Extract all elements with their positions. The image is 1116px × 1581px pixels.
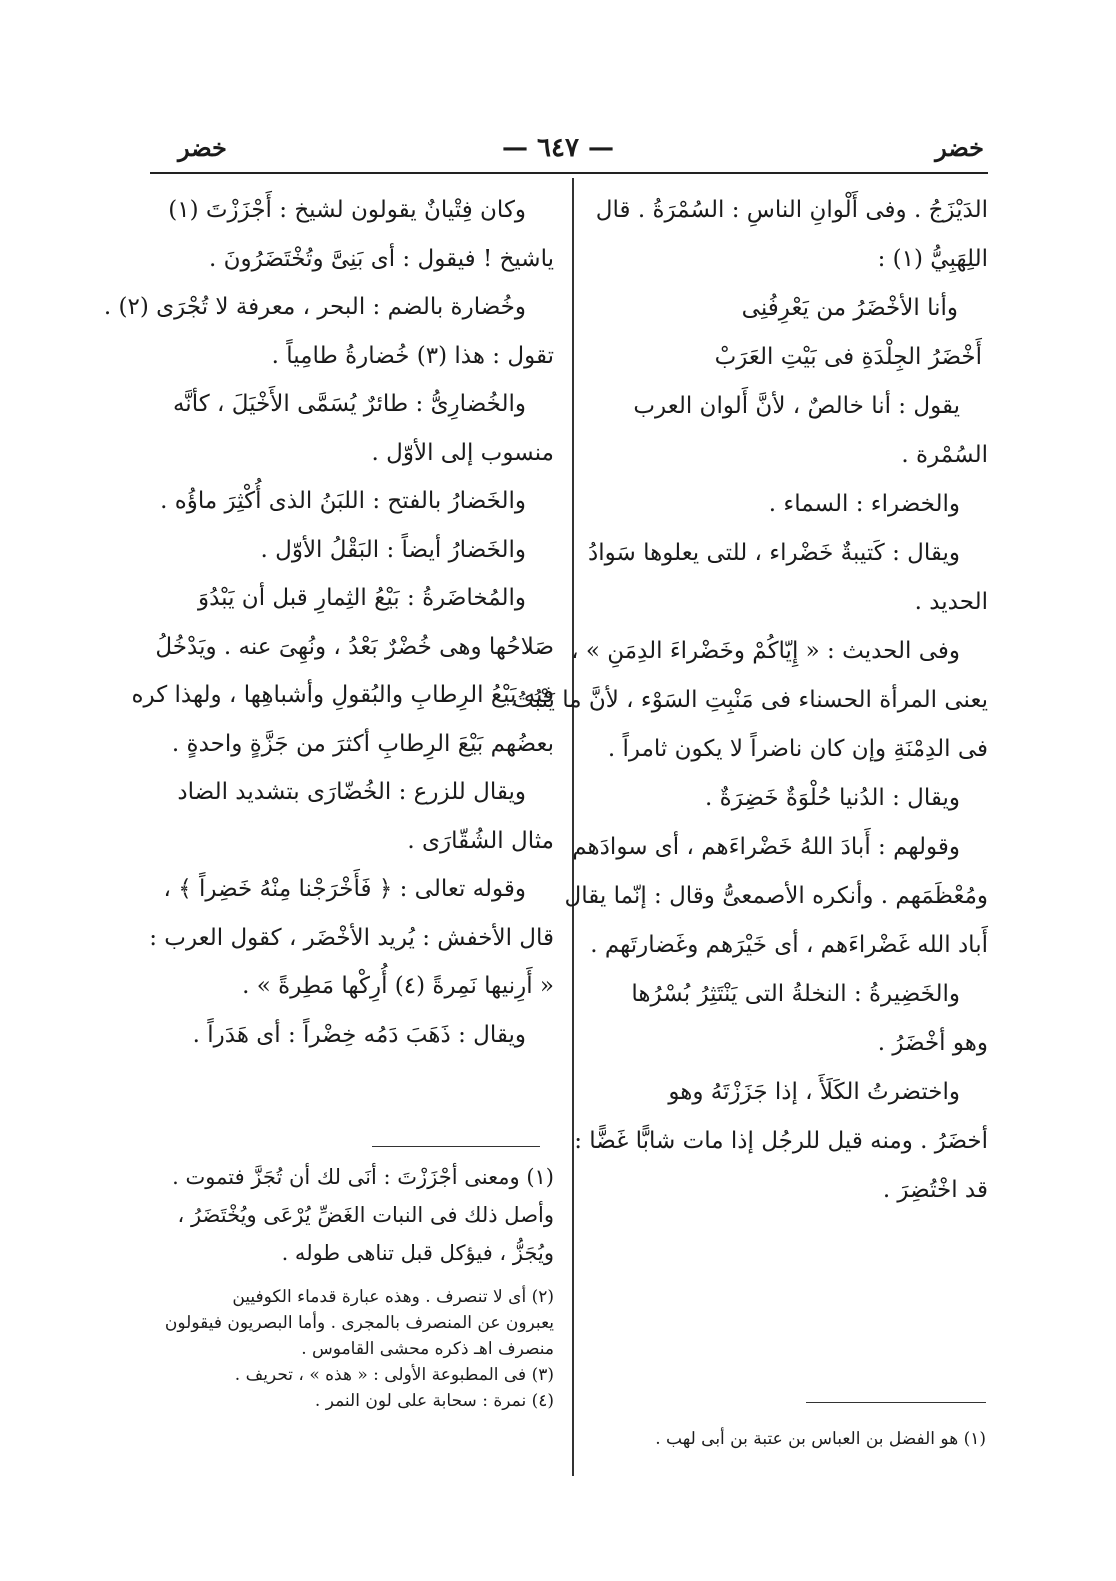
footnote-line: يعبرون عن المنصرف بالمجرى . وأما البصريون فيقولون: [164, 1313, 554, 1333]
footnote-line: منصرف اهـ ذكره محشى القاموس .: [301, 1339, 554, 1359]
text-line: والخُضارِىُّ : طائرٌ يُسَمَّى الأَخْيَلَ ، كأنَّه: [172, 391, 526, 417]
text-line: بعضُهم بَيْعَ الرِطابِ أكثرَ من جَزَّةٍ واحدةٍ .: [171, 730, 554, 757]
footnote-line: ويُجَزُّ ، فيؤكل قبل تناهى طوله .: [281, 1241, 554, 1265]
text-line: اللِهَبِيُّ (١) :: [877, 246, 988, 272]
text-line: يعنى المرأة الحسناء فى مَنْبِتِ السَوْء ، لأنَّ ما يَنْبُتُ: [512, 687, 988, 713]
text-line: أخضَرُ . ومنه قيل للرجُل إذا مات شابًّا غَضًّا :: [574, 1128, 988, 1154]
text-line: واختضرتُ الكَلَأَ ، إذا جَزَزْتَهُ وهو: [668, 1079, 960, 1105]
text-line: أَباد الله غَضْراءَهم ، أى خَيْرَهم وغَضارتَهم .: [590, 932, 988, 958]
text-line: ومُعْظَمَهم . وأنكره الأصمعىُّ وقال : إنّما يقال: [564, 883, 988, 909]
text-line: والخضراء : السماء .: [768, 491, 960, 517]
text-line: وخُضارة بالضم : البحر ، معرفة لا تُجْرَى (٢) .: [103, 294, 526, 320]
footnote-line: (٣) فى المطبوعة الأولى : « هذه » ، تحريف .: [234, 1365, 554, 1385]
footnote-line: وأصل ذلك فى النبات الغَضِّ يُرْعَى ويُخْتَضَرُ ،: [177, 1203, 554, 1227]
text-line: مثال الشُقّارَى .: [407, 827, 554, 854]
text-line: والخَضارُ بالفتح : اللبَنُ الذى أُكْثِرَ ماؤُه .: [160, 488, 526, 514]
left-column: [103, 186, 554, 1059]
text-line: ياشيخ ! فيقول : أى بَنِىَّ وتُخْتَضَرُونَ .: [209, 245, 554, 272]
text-line: صَلاحُها وهى خُضْرٌ بَعْدُ ، ونُهِىَ عنه . ويَدْخُلُ: [155, 633, 554, 660]
header-rule: [150, 172, 988, 174]
text-line: والمُخاضَرةُ : بَيْعُ الثِمارِ قبل أن يَبْدُوَ: [197, 585, 526, 611]
footnotes-right: [594, 1425, 986, 1453]
footnotes-left-small: [148, 1284, 554, 1414]
text-line: وقولهم : أَبادَ اللهُ خَضْراءَهم ، أى سوادَهم: [572, 834, 960, 860]
text-line: وقوله تعالى : ﴿ فَأَخْرَجْنا مِنْهُ خَضِراً ﴾ ،: [163, 876, 526, 902]
footnote-rule-left: [372, 1146, 540, 1147]
text-line: فيه بَيْعُ الرِطابِ والبُقولِ وأشباهِها ، ولهذا كره: [131, 682, 554, 708]
text-line: ويقال : كَتيبةٌ خَضْراء ، للتى يعلوها سَوادُ: [587, 540, 960, 566]
text-line: الدَيْزَجُ . وفى أَلْوانِ الناسِ : السُمْرَةُ . قال: [595, 197, 988, 223]
text-line: والخَضارُ أيضاً : البَقْلُ الأوّل .: [260, 536, 526, 563]
footnote-line: (١) ومعنى أجْزَزْتَ : أنَى لك أن تُجَزَّ فتموت .: [172, 1165, 554, 1189]
text-line: وفى الحديث : « إِيّاكُمْ وخَضْراءَ الدِمَنِ » ،: [571, 638, 960, 664]
text-line: وكان فِتْيانٌ يقولون لشيخ : أَجْزَزْتَ (١): [168, 197, 526, 223]
footnote-line: (٢) أى لا تنصرف . وهذه عبارة قدماء الكوفيين: [232, 1287, 554, 1307]
text-line: ويقال للزرع : الخُضّارَى بتشديد الضاد: [177, 779, 526, 805]
verse-line: أَخْضَرُ الجِلْدَةِ فى بَيْتِ العَرَبْ: [714, 344, 982, 370]
text-line: وهو أخْضَرُ .: [877, 1030, 988, 1056]
text-line: والخَضِيرةُ : النخلةُ التى يَنْتَثِرُ بُسْرُها: [631, 981, 960, 1007]
text-line: السُمْرة .: [901, 442, 988, 468]
text-line: ويقال : ذَهَبَ دَمُه خِضْراً : أى هَدَراً .: [192, 1021, 526, 1048]
text-line: قد اخْتُضِرَ .: [882, 1177, 988, 1203]
verse-line: وأنا الأخْضَرُ من يَعْرِفُنِى: [741, 295, 958, 321]
text-line: منسوب إلى الأوّل .: [371, 439, 554, 466]
text-line: الحديد .: [914, 589, 988, 615]
running-head-left: خضر: [178, 133, 227, 162]
text-line: فى الدِمْنَةِ وإن كان ناضراً لا يكون ثامراً .: [607, 736, 988, 762]
footnote-line: (١) هو الفضل بن العباس بن عتبة بن أبى لهب .: [655, 1429, 986, 1449]
footnotes-left-main: [148, 1158, 554, 1272]
running-head-right: خضر: [935, 133, 984, 162]
right-column: [512, 186, 988, 1215]
text-line: قال الأخفش : يُريد الأخْضَر ، كقول العرب :: [149, 924, 554, 951]
text-line: يقول : أنا خالصٌ ، لأنَّ أَلوان العرب: [633, 393, 960, 419]
footnote-line: (٤) نمرة : سحابة على لون النمر .: [314, 1391, 554, 1411]
footnote-rule-right: [806, 1402, 986, 1403]
text-line: « أَرِنيها نَمِرةً (٤) أُرِكْها مَطِرةً » .: [242, 973, 554, 999]
text-line: تقول : هذا (٣) خُضارةُ طامِياً .: [271, 342, 554, 369]
page-number: — ٦٤٧ —: [501, 133, 615, 163]
text-line: ويقال : الدُنيا حُلْوَةٌ خَضِرَةٌ .: [705, 785, 960, 811]
